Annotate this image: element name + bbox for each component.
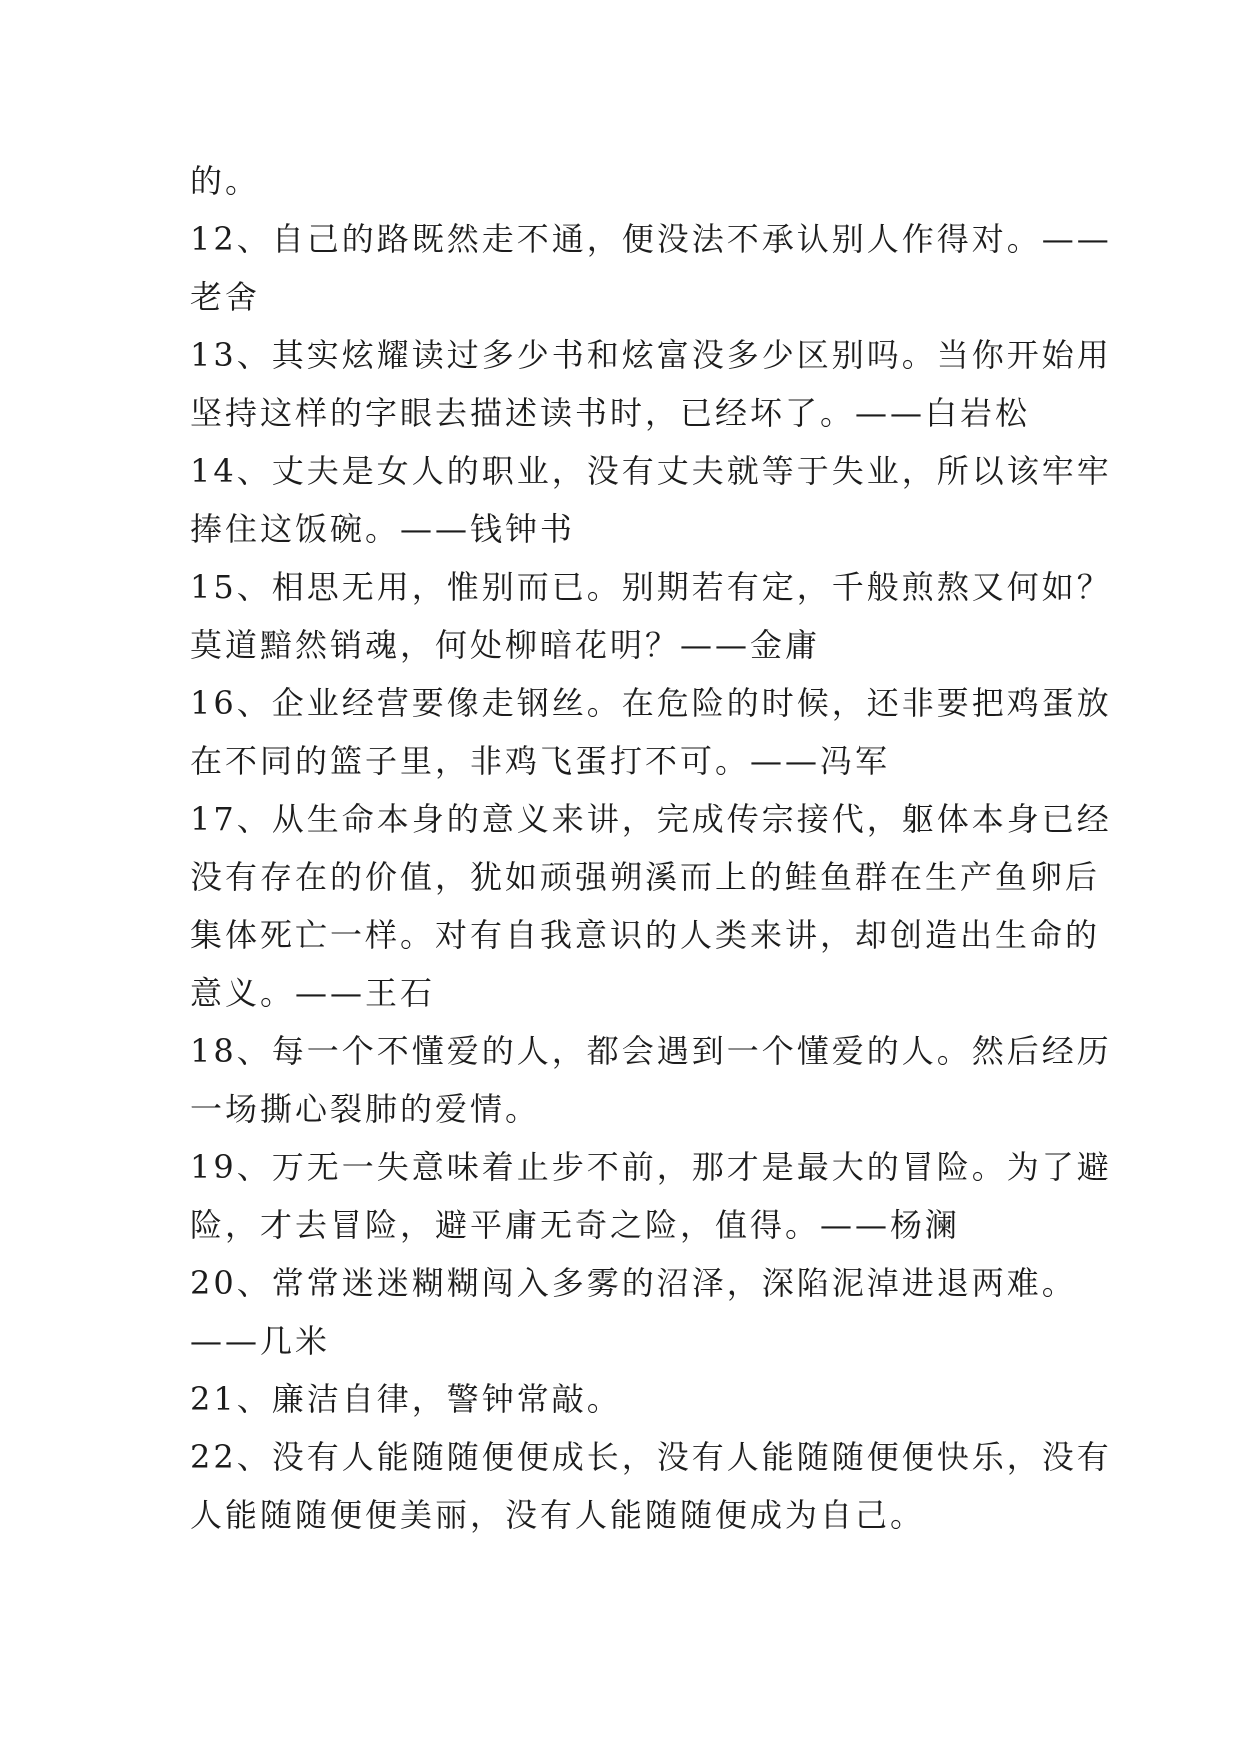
text-line: 莫道黯然销魂，何处柳暗花明？——金庸: [190, 626, 821, 664]
text-line: 老舍: [190, 278, 261, 316]
text-line: 19、万无一失意味着止步不前，那才是最大的冒险。为了避: [190, 1148, 1112, 1186]
text-line: 一场撕心裂肺的爱情。: [190, 1090, 541, 1128]
quote-text-block: [190, 152, 1112, 1544]
text-line: 在不同的篮子里，非鸡飞蛋打不可。——冯军: [190, 742, 891, 780]
text-line: 意义。——王石: [190, 974, 436, 1012]
text-line: ——几米: [190, 1322, 331, 1360]
text-line: 21、廉洁自律，警钟常敲。: [190, 1380, 622, 1418]
text-line: 17、从生命本身的意义来讲，完成传宗接代，躯体本身已经: [190, 800, 1112, 838]
text-line: 人能随随便便美丽，没有人能随随便成为自己。: [190, 1496, 926, 1534]
text-line: 没有存在的价值，犹如顽强朔溪而上的鲑鱼群在生产鱼卵后: [190, 858, 1101, 896]
text-line: 的。: [190, 162, 261, 200]
text-line: 12、自己的路既然走不通，便没法不承认别人作得对。——: [190, 220, 1112, 258]
text-line: 15、相思无用，惟别而已。别期若有定，千般煎熬又何如？: [190, 568, 1112, 606]
text-line: 险，才去冒险，避平庸无奇之险，值得。——杨澜: [190, 1206, 961, 1244]
text-line: 16、企业经营要像走钢丝。在危险的时候，还非要把鸡蛋放: [190, 684, 1112, 722]
text-line: 20、常常迷迷糊糊闯入多雾的沼泽，深陷泥淖进退两难。: [190, 1264, 1077, 1302]
text-line: 14、丈夫是女人的职业，没有丈夫就等于失业，所以该牢牢: [190, 452, 1112, 490]
text-line: 22、没有人能随随便便成长，没有人能随随便便快乐，没有: [190, 1438, 1112, 1476]
text-line: 13、其实炫耀读过多少书和炫富没多少区别吗。当你开始用: [190, 336, 1112, 374]
text-line: 集体死亡一样。对有自我意识的人类来讲，却创造出生命的: [190, 916, 1101, 954]
text-line: 18、每一个不懂爱的人，都会遇到一个懂爱的人。然后经历: [190, 1032, 1112, 1070]
text-line: 捧住这饭碗。——钱钟书: [190, 510, 576, 548]
text-line: 坚持这样的字眼去描述读书时，已经坏了。——白岩松: [190, 394, 1031, 432]
